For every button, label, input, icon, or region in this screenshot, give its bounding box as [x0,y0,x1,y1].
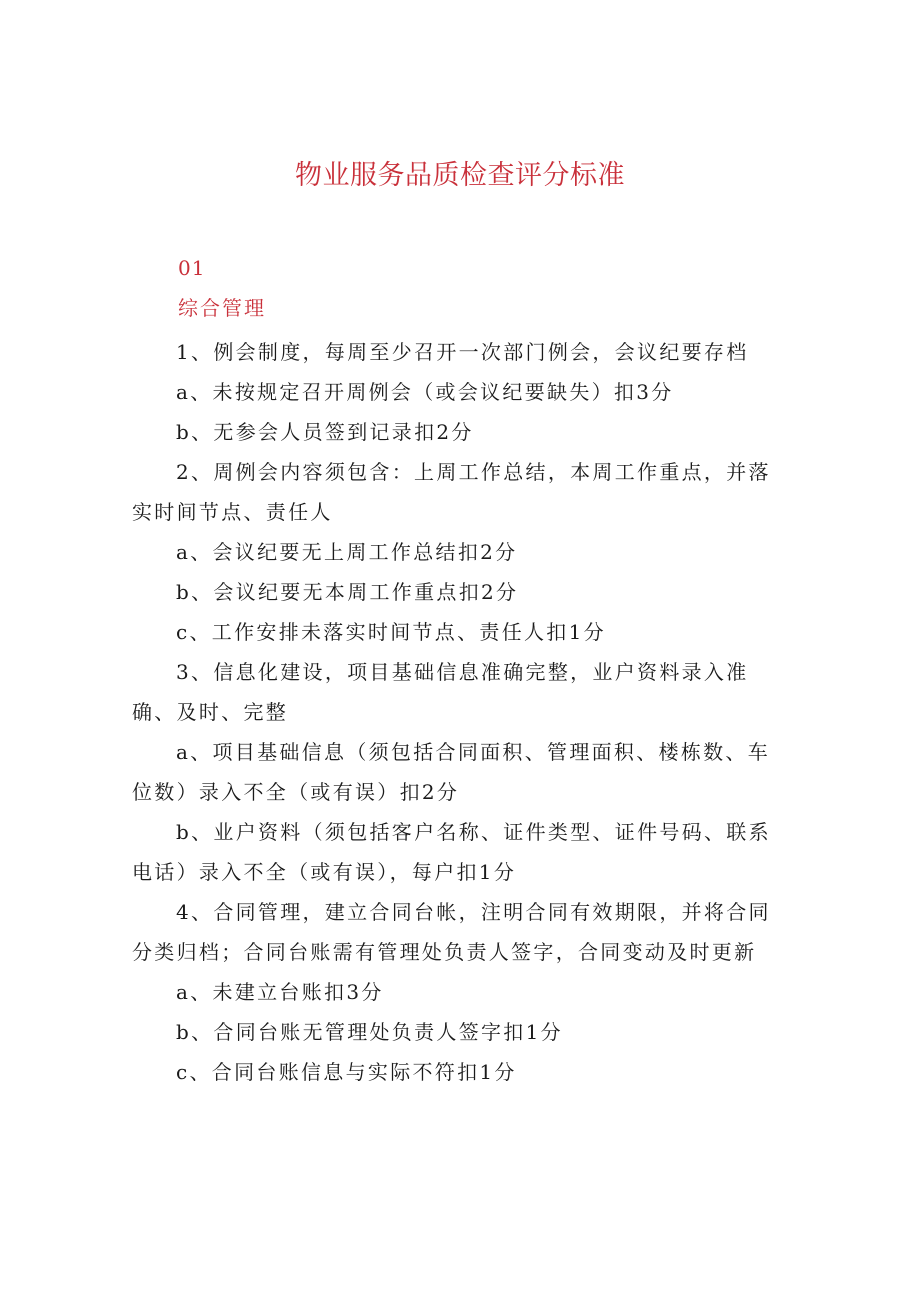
paragraph-item-3b: b、业户资料（须包括客户名称、证件类型、证件号码、联系电话）录入不全（或有误），每户扣1分 [132,820,771,884]
paragraph-item-4a: a、未建立台账扣3分 [176,980,384,1004]
paragraph-item-2a: a、会议纪要无上周工作总结扣2分 [176,540,518,564]
paragraph-item-3: 3、信息化建设，项目基础信息准确完整，业户资料录入准确、及时、完整 [132,660,749,724]
paragraph-item-2b: b、会议纪要无本周工作重点扣2分 [176,580,519,604]
paragraph-item-4b: b、合同台账无管理处负责人签字扣1分 [176,1020,563,1044]
paragraph-item-4c: c、合同台账信息与实际不符扣1分 [176,1060,517,1084]
paragraph-item-4: 4、合同管理，建立合同台帐，注明合同有效期限，并将合同分类归档；合同台账需有管理处负责人签字，合同变动及时更新 [132,900,771,964]
paragraph-item-1: 1、例会制度，每周至少召开一次部门例会，会议纪要存档 [176,340,749,364]
paragraph-item-1b: b、无参会人员签到记录扣2分 [176,420,474,444]
document-title: 物业服务品质检查评分标准 [295,160,625,191]
paragraph-item-2c: c、工作安排未落实时间节点、责任人扣1分 [176,620,606,644]
paragraph-item-3a: a、项目基础信息（须包括合同面积、管理面积、楼栋数、车位数）录入不全（或有误）扣2分 [132,740,771,804]
paragraph-item-2: 2、周例会内容须包含：上周工作总结，本周工作重点，并落实时间节点、责任人 [132,460,771,524]
paragraph-item-1a: a、未按规定召开周例会（或会议纪要缺失）扣3分 [176,380,674,404]
section-number: 01 [178,256,206,280]
section-heading: 综合管理 [178,296,266,320]
document-body [132,332,780,1092]
